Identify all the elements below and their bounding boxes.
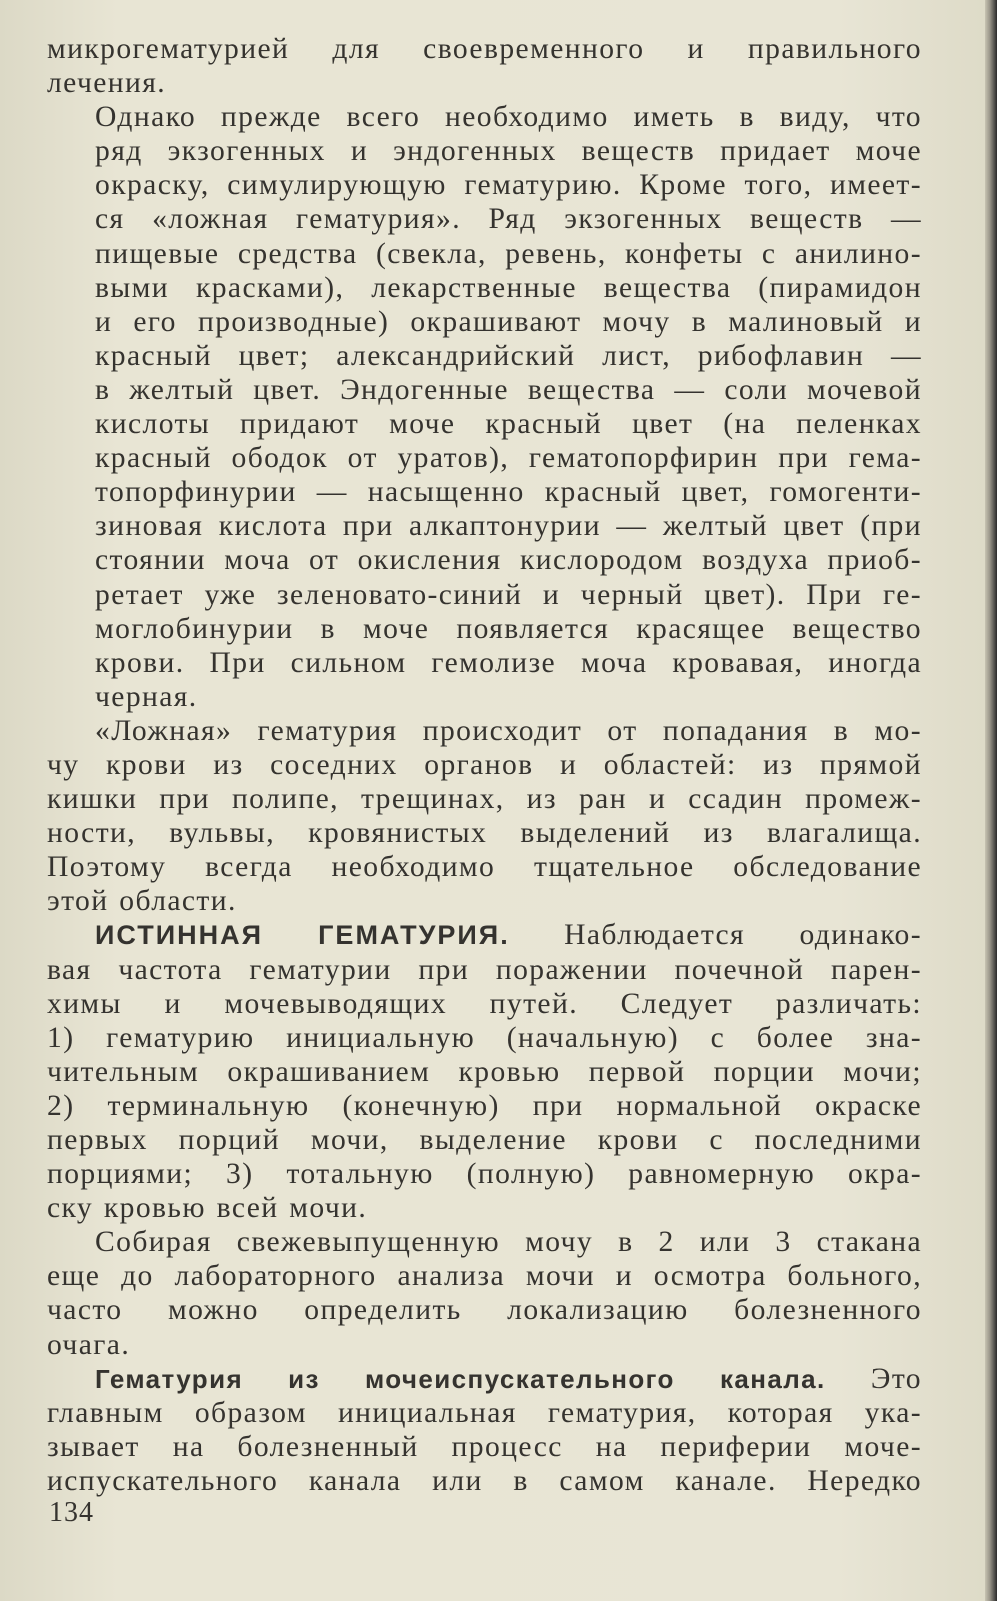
text-line: 2) терминальную (конечную) при нормальной окраске — [47, 1089, 922, 1122]
text-line: этой области. — [47, 885, 237, 918]
text-line: часто можно определить локализацию болезненного — [47, 1294, 922, 1327]
heading-line-rest: Наблюдается одинако- — [564, 919, 922, 952]
text-line: чу крови из соседних органов и областей: из прямой — [47, 748, 922, 781]
body-text — [47, 32, 922, 1498]
text-line: зиновая кислота при алкаптонурии — желтый цвет (при — [95, 510, 922, 543]
heading-line-rest: Это — [870, 1362, 922, 1395]
paragraph — [47, 100, 922, 714]
text-line: кишки при полипе, трещинах, из ран и ссадин промеж- — [47, 783, 922, 816]
text-line — [47, 1362, 922, 1396]
text-line: окраску, симулирующую гематурию. Кроме того, имеет- — [95, 169, 922, 202]
text-line: чительным окрашиванием кровью первой порции мочи; — [47, 1055, 922, 1088]
text-line: очага. — [47, 1328, 131, 1361]
text-line: пищевые средства (свекла, ревень, конфеты с анилино- — [95, 237, 922, 270]
text-line: ности, вульвы, кровянистых выделений из влагалища. — [47, 817, 922, 850]
text-line: в желтый цвет. Эндогенные вещества — соли мочевой — [95, 373, 922, 406]
text-line: выми красками), лекарственные вещества (пирамидон — [95, 271, 922, 304]
page-edge-shadow — [985, 0, 997, 1601]
text-line: лечения. — [47, 67, 167, 100]
text-line: порциями; 3) тотальную (полную) равномерную окра- — [47, 1158, 922, 1191]
text-line: зывает на болезненный процесс на периферии моче- — [47, 1430, 922, 1463]
text-line: ся «ложная гематурия». Ряд экзогенных веществ — — [95, 203, 922, 236]
text-line: и его производные) окрашивают мочу в малиновый и — [95, 305, 922, 338]
text-line: черная. — [95, 680, 198, 713]
text-line: первых порций мочи, выделение крови с последними — [47, 1124, 922, 1156]
text-line: стоянии моча от окисления кислородом воздуха приоб- — [95, 544, 922, 577]
paragraph — [47, 1362, 922, 1498]
text-line: Поэтому всегда необходимо тщательное обследование — [47, 851, 922, 884]
text-line: красный цвет; александрийский лист, рибофлавин — — [95, 339, 922, 372]
paragraph — [47, 32, 922, 100]
subsection-heading: Гематурия из мочеиспускательного канала. — [95, 1363, 826, 1394]
text-line: красный ободок от уратов), гематопорфирин при гема- — [95, 442, 922, 475]
text-line: ретает уже зеленовато-синий и черный цвет). При ге- — [95, 578, 922, 611]
text-line: топорфинурии — насыщенно красный цвет, гомогенти- — [95, 476, 922, 509]
text-line: вая частота гематурии при поражении почечной парен- — [47, 953, 922, 986]
text-line: химы и мочевыводящих путей. Следует различать: — [47, 987, 922, 1020]
text-line: еще до лабораторного анализа мочи и осмотра больного, — [47, 1260, 922, 1293]
text-line: главным образом инициальная гематурия, которая ука- — [47, 1396, 922, 1429]
text-line: Однако прежде всего необходимо иметь в виду, что — [95, 101, 922, 134]
text-line: «Ложная» гематурия происходит от попадания в мо- — [95, 714, 922, 747]
text-line: кислоты придают моче красный цвет (на пеленках — [95, 408, 922, 441]
text-line: испускательного канала или в самом канале. Нередко — [47, 1464, 922, 1497]
text-line: микрогематурией для своевременного и правильного — [47, 33, 922, 65]
text-line: Собирая свежевыпущенную мочу в 2 или 3 стакана — [95, 1226, 922, 1259]
paragraph — [47, 918, 922, 1225]
text-line: ску кровью всей мочи. — [47, 1192, 368, 1225]
section-heading: ИСТИННАЯ ГЕМАТУРИЯ. — [95, 920, 510, 951]
text-line: крови. При сильном гемолизе моча кровавая, иногда — [95, 646, 922, 679]
text-line: 1) гематурию инициальную (начальную) с более зна- — [47, 1021, 922, 1054]
paragraph — [47, 1225, 922, 1361]
text-line: моглобинурии в моче появляется красящее вещество — [95, 612, 922, 645]
page-number: 134 — [49, 1497, 94, 1528]
paragraph — [47, 714, 922, 919]
text-line: ряд экзогенных и эндогенных веществ придает моче — [95, 135, 922, 168]
text-line — [47, 918, 922, 952]
